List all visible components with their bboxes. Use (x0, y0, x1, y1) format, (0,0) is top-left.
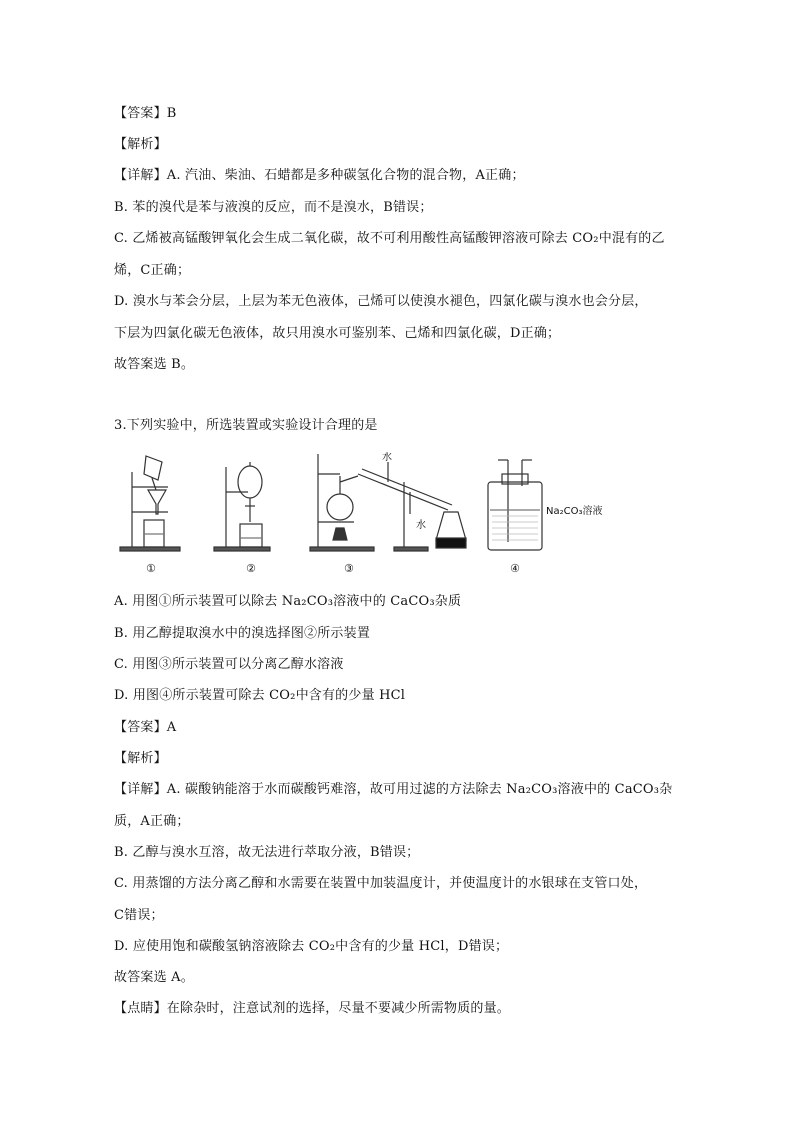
distillation-apparatus (310, 454, 466, 551)
text-line-20: C. 用蒸馏的方法分离乙醇和水需要在装置中加装温度计，并使温度计的水银球在支管口处， (114, 876, 648, 891)
bottle-label: Na₂CO₃溶液 (546, 506, 603, 517)
water-in-label: 水 (416, 520, 426, 531)
water-out-label: 水 (382, 452, 392, 463)
text-line-19: B. 乙醇与溴水互溶，故无法进行萃取分液，B错误； (114, 845, 420, 860)
figure-label-2: ② (246, 562, 256, 575)
text-line-21: C错误； (114, 908, 164, 923)
figure-label-1: ① (146, 562, 156, 575)
filtration-apparatus (120, 456, 180, 551)
text-line-3: 【详解】A. 汽油、柴油、石蜡都是多种碳氢化合物的混合物，A正确； (114, 168, 525, 183)
text-line-10: 3.下列实验中，所选装置或实验设计合理的是 (114, 418, 378, 433)
text-line-16: 【解析】 (114, 751, 167, 766)
text-line-4: B. 苯的溴代是苯与液溴的反应，而不是溴水，B错误； (114, 200, 433, 215)
text-line-23: 故答案选 A。 (114, 970, 194, 985)
text-line-11: A. 用图①所示装置可以除去 Na₂CO₃溶液中的 CaCO₃杂质 (114, 594, 462, 609)
text-line-15: 【答案】A (114, 720, 177, 735)
apparatus-figure (118, 452, 618, 582)
text-line-14: D. 用图④所示装置可除去 CO₂中含有的少量 HCl (114, 688, 406, 703)
separatory-funnel-apparatus (214, 462, 270, 551)
gas-washing-bottle (488, 460, 542, 550)
text-line-1: 【答案】B (114, 106, 177, 121)
text-line-8: 下层为四氯化碳无色液体，故只用溴水可鉴别苯、己烯和四氯化碳，D正确； (114, 326, 561, 341)
text-line-22: D. 应使用饱和碳酸氢钠溶液除去 CO₂中含有的少量 HCl，D错误； (114, 939, 509, 954)
text-line-6: 烯，C正确； (114, 263, 191, 278)
text-line-9: 故答案选 B。 (114, 357, 195, 372)
text-line-5: C. 乙烯被高锰酸钾氧化会生成二氧化碳，故不可利用酸性高锰酸钾溶液可除去 CO₂中混有的乙 (114, 231, 665, 246)
text-line-7: D. 溴水与苯会分层，上层为苯无色液体，己烯可以使溴水褪色，四氯化碳与溴水也会分层， (114, 294, 648, 309)
text-line-24: 【点睛】在除杂时，注意试剂的选择，尽量不要减少所需物质的量。 (114, 1001, 511, 1016)
text-line-12: B. 用乙醇提取溴水中的溴选择图②所示装置 (114, 626, 371, 641)
figure-label-3: ③ (344, 562, 354, 575)
text-line-13: C. 用图③所示装置可以分离乙醇水溶液 (114, 657, 344, 672)
text-line-18: 质，A正确； (114, 814, 190, 829)
figure-label-4: ④ (510, 562, 520, 575)
text-line-17: 【详解】A. 碳酸钠能溶于水而碳酸钙难溶，故可用过滤的方法除去 Na₂CO₃溶液中的 CaCO₃杂 (114, 782, 673, 797)
text-line-2: 【解析】 (114, 137, 167, 152)
